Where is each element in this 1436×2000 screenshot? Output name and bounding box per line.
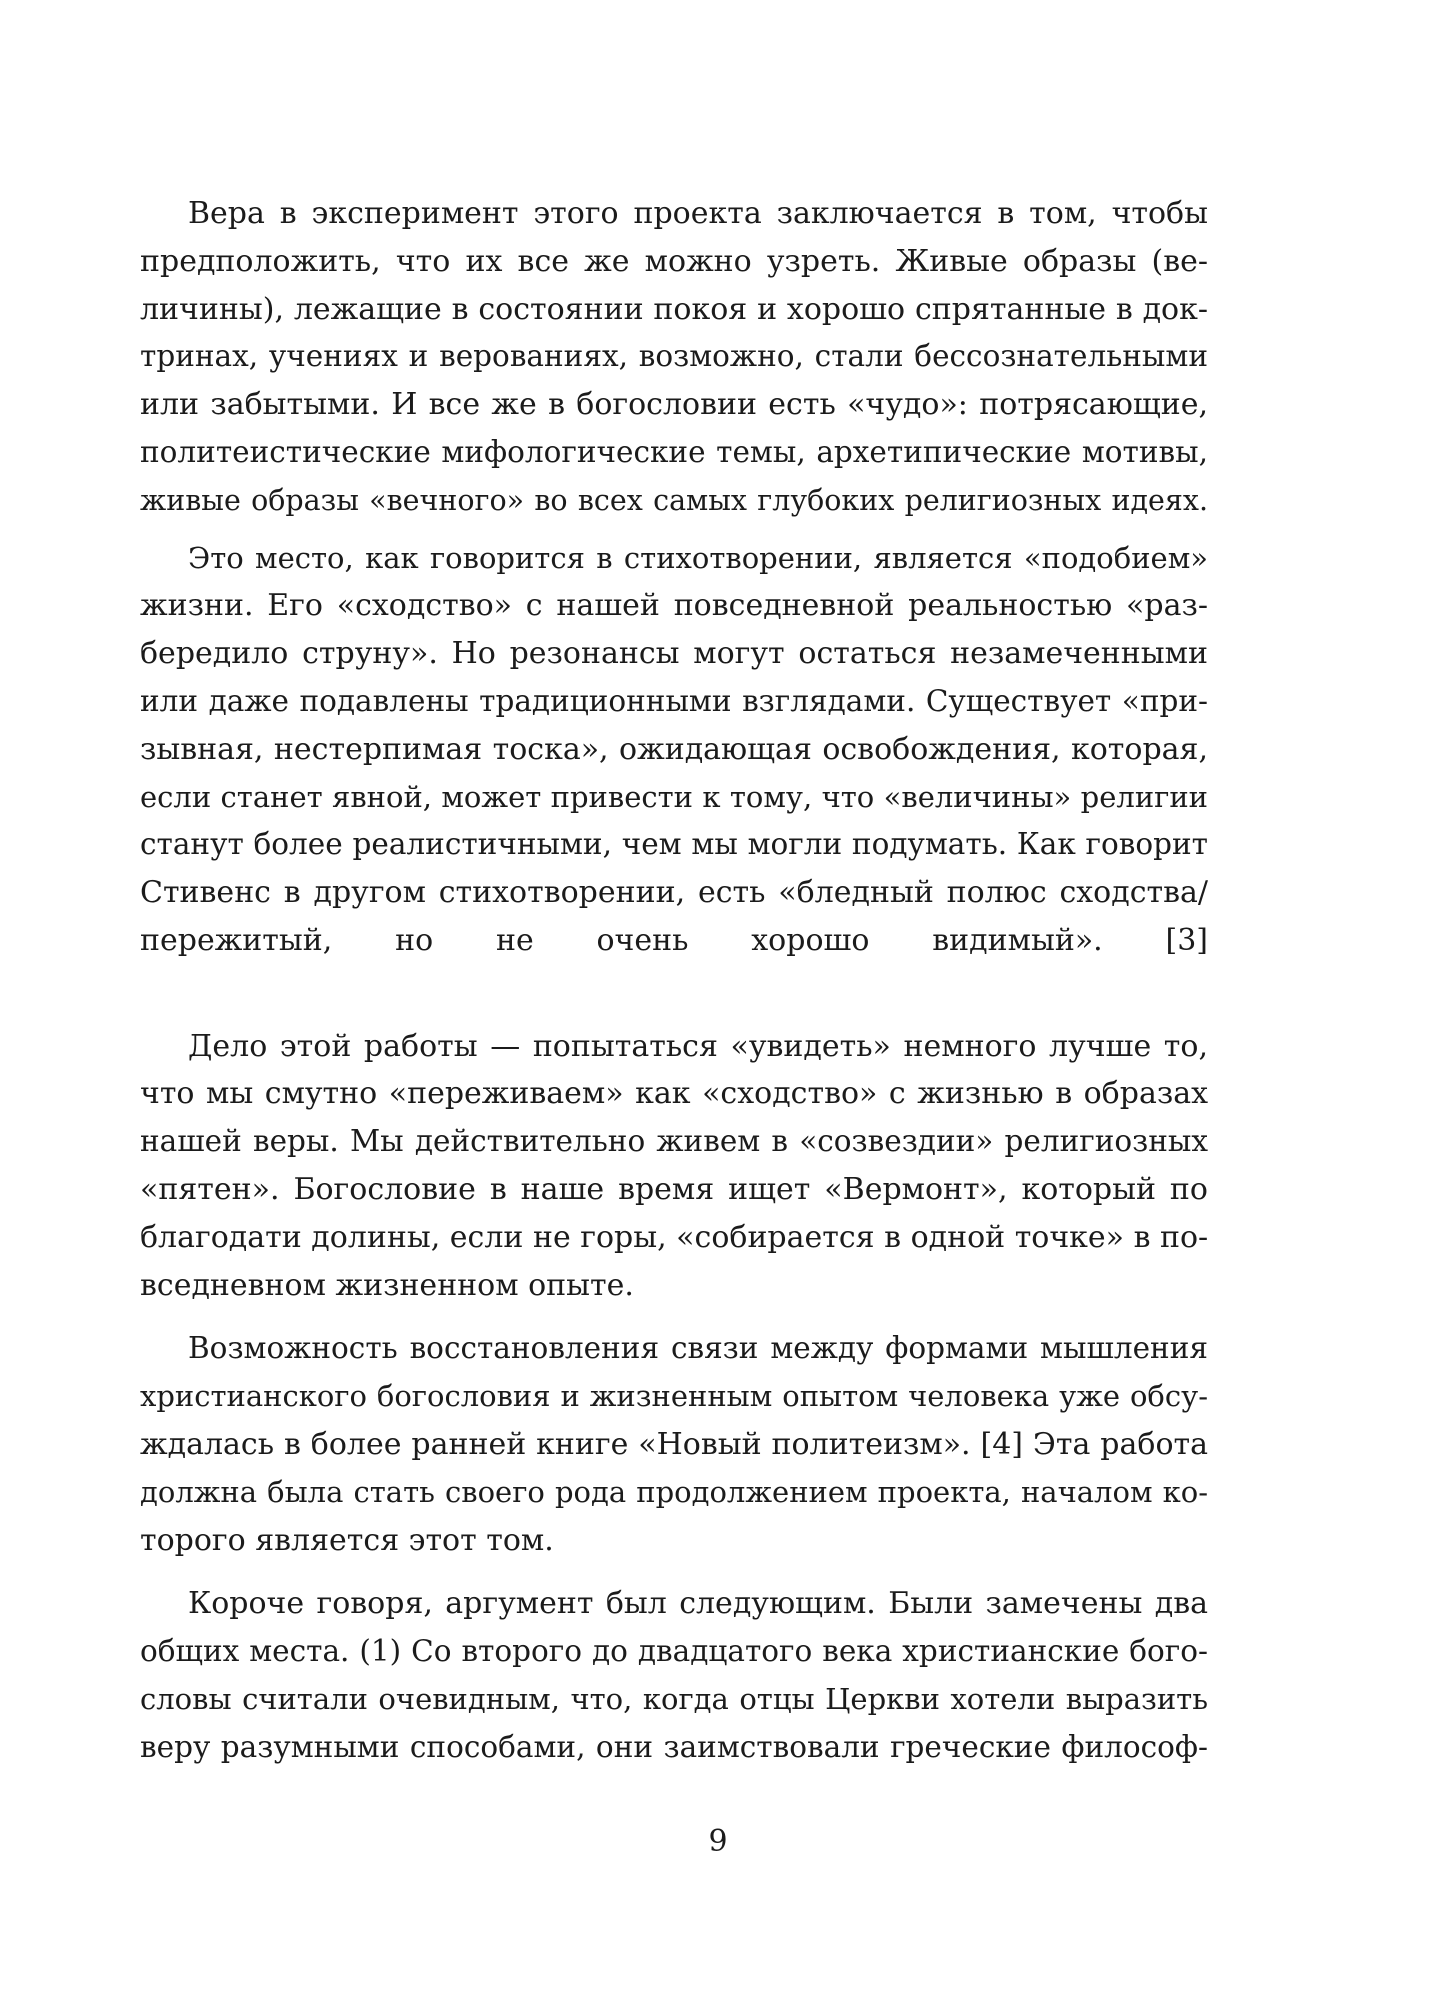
text-line: или даже подавлены традиционными взглядами. Существует «при- <box>140 683 1208 718</box>
text-line: политеистические мифологические темы, архетипические мотивы, <box>140 434 1208 469</box>
text-line: Стивенс в другом стихотворении, есть «бледный полюс сходства/ <box>140 875 1208 911</box>
text-line: Дело этой работы — попытаться «увидеть» немного лучше то, <box>188 1028 1208 1064</box>
text-line: должна была стать своего рода продолжением проекта, началом ко- <box>140 1474 1208 1509</box>
text-line: словы считали очевидным, что, когда отцы Церкви хотели выразить <box>140 1681 1208 1716</box>
paragraph-3 <box>140 1023 1208 1310</box>
text-line: станут более реалистичными, чем мы могли подумать. Как говорит <box>140 827 1208 862</box>
text-line: живые образы «вечного» во всех самых глубоких религиозных идеях. <box>140 483 1208 517</box>
text-line: бередило струну». Но резонансы могут остаться незамеченными <box>140 636 1208 672</box>
text-line: жизни. Его «сходство» с нашей повседневной реальностью «раз- <box>140 588 1208 624</box>
text-line: нашей веры. Мы действительно живем в «созвездии» религиозных <box>140 1124 1208 1159</box>
paragraph-1 <box>140 190 1208 525</box>
paragraph-2 <box>140 535 1208 1013</box>
text-line: веру разумными способами, они заимствовали греческие философ- <box>140 1729 1208 1764</box>
text-line <box>140 965 1208 1013</box>
text-line: благодати долины, если не горы, «собирается в одной точке» в по- <box>140 1219 1208 1255</box>
text-line: ждалась в более ранней книге «Новый политеизм». [4] Эта работа <box>140 1426 1208 1462</box>
text-line: Это место, как говорится в стихотворении, является «подобием» <box>188 540 1208 575</box>
text-line: что мы смутно «переживаем» как «сходство» с жизнью в образах <box>140 1076 1208 1112</box>
text-line: «пятен». Богословие в наше время ищет «Вермонт», который по <box>140 1171 1208 1207</box>
text-line: вседневном жизненном опыте. <box>140 1267 634 1303</box>
text-line: тринах, учениях и верованиях, возможно, стали бессознательными <box>140 339 1208 374</box>
text-line: или забытыми. И все же в богословии есть «чудо»: потрясающие, <box>140 387 1208 423</box>
text-line: личины), лежащие в состоянии покоя и хорошо спрятанные в док- <box>140 291 1208 327</box>
text-line: Короче говоря, аргумент был следующим. Были замечены два <box>188 1586 1208 1622</box>
text-line: общих места. (1) Со второго до двадцатого века христианские бого- <box>140 1634 1208 1669</box>
body-text <box>140 190 1208 1772</box>
text-line: Вера в эксперимент этого проекта заключается в том, чтобы <box>188 196 1208 231</box>
paragraph-4 <box>140 1325 1208 1564</box>
page-number: 9 <box>708 1824 728 1859</box>
text-line: Возможность восстановления связи между формами мышления <box>188 1331 1208 1366</box>
text-line: христианского богословия и жизненным опытом человека уже обсу- <box>140 1379 1208 1414</box>
text-line: торого является этот том. <box>140 1522 554 1558</box>
text-line: пережитый, но не очень хорошо видимый». [3] <box>140 922 1208 958</box>
paragraph-5 <box>140 1580 1208 1771</box>
text-line: зывная, нестерпимая тоска», ожидающая освобождения, которая, <box>140 731 1208 767</box>
text-line: предположить, что их все же можно узреть. Живые образы (ве- <box>140 243 1208 279</box>
text-line: если станет явной, может привести к тому, что «величины» религии <box>140 779 1208 814</box>
